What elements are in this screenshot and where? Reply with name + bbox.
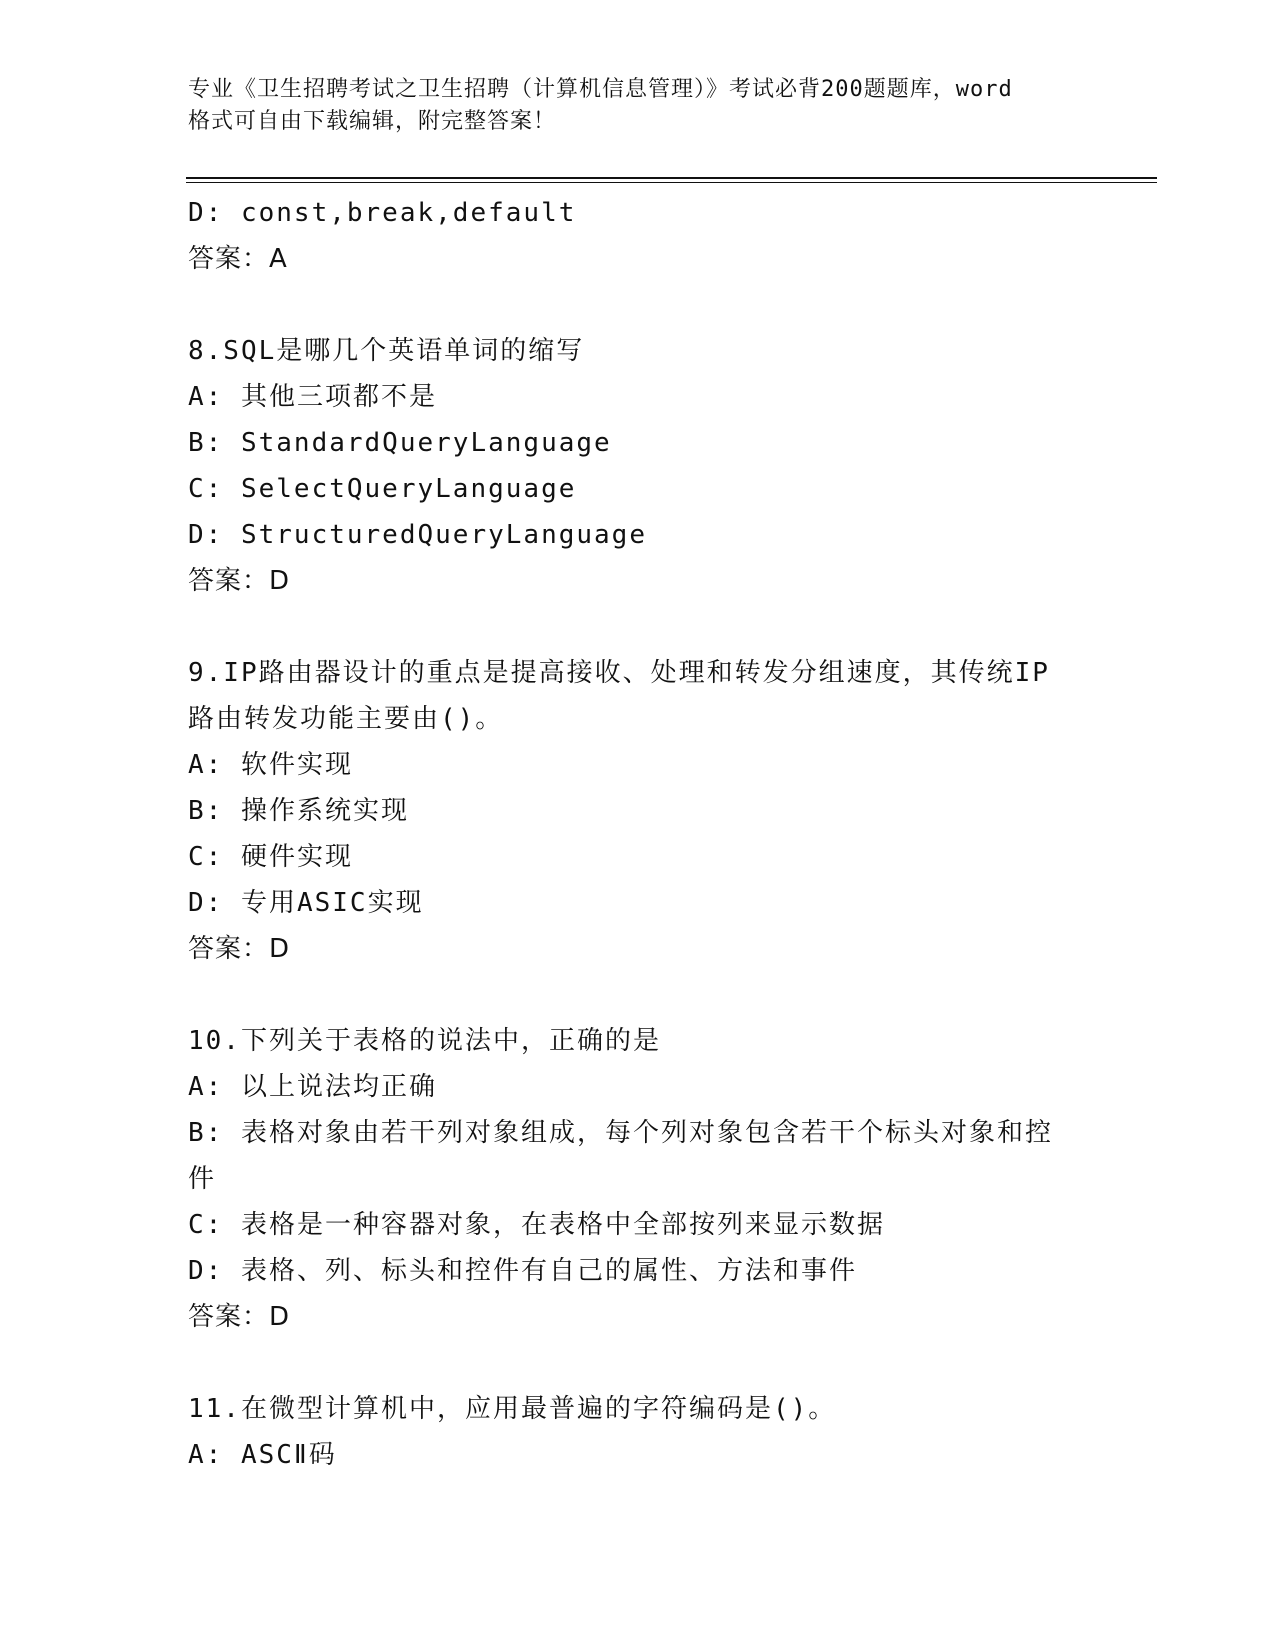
q10-answer: 答案：D [188,1302,291,1332]
q9-option-a: A: 软件实现 [188,750,353,780]
q9-question-line-2: 路由转发功能主要由()。 [188,704,504,734]
header-rule-thick [186,177,1157,179]
q11-option-a: A: ASCⅡ码 [188,1440,337,1470]
header-line-1: 专业《卫生招聘考试之卫生招聘（计算机信息管理）》考试必背200题题库，word [188,77,1013,102]
q8-option-c: C: SelectQueryLanguage [188,474,577,504]
document-header [188,74,1088,138]
q10-option-d: D: 表格、列、标头和控件有自己的属性、方法和事件 [188,1256,857,1286]
header-line-2: 格式可自由下载编辑，附完整答案！ [188,109,557,134]
q8-option-a: A: 其他三项都不是 [188,382,437,412]
q8-question: 8.SQL是哪几个英语单词的缩写 [188,336,585,366]
spacer [188,604,1088,650]
question-8 [188,328,1088,604]
document-body [188,190,1088,1478]
header-rule-thin [186,182,1157,183]
q10-question: 10.下列关于表格的说法中，正确的是 [188,1026,661,1056]
q7-answer: 答案：A [188,244,288,274]
q9-answer: 答案：D [188,934,291,964]
q10-option-c: C: 表格是一种容器对象，在表格中全部按列来显示数据 [188,1210,885,1240]
q7-option-d: D: const,break,default [188,198,577,228]
q10-option-b-line-2: 件 [188,1164,217,1194]
question-10 [188,1018,1088,1340]
question-9 [188,650,1088,972]
spacer [188,282,1088,328]
q9-question-line-1: 9.IP路由器设计的重点是提高接收、处理和转发分组速度，其传统IP [188,658,1050,688]
q9-option-c: C: 硬件实现 [188,842,353,872]
q10-option-a: A: 以上说法均正确 [188,1072,437,1102]
q8-answer: 答案：D [188,566,291,596]
spacer [188,972,1088,1018]
question-11 [188,1386,1088,1478]
q8-option-d: D: StructuredQueryLanguage [188,520,647,550]
question-7-tail [188,190,1088,282]
q9-option-b: B: 操作系统实现 [188,796,409,826]
q10-option-b-line-1: B: 表格对象由若干列对象组成，每个列对象包含若干个标头对象和控 [188,1118,1053,1148]
spacer [188,1340,1088,1386]
q9-option-d: D: 专用ASIC实现 [188,888,424,918]
q8-option-b: B: StandardQueryLanguage [188,428,612,458]
q11-question: 11.在微型计算机中，应用最普遍的字符编码是()。 [188,1394,837,1424]
